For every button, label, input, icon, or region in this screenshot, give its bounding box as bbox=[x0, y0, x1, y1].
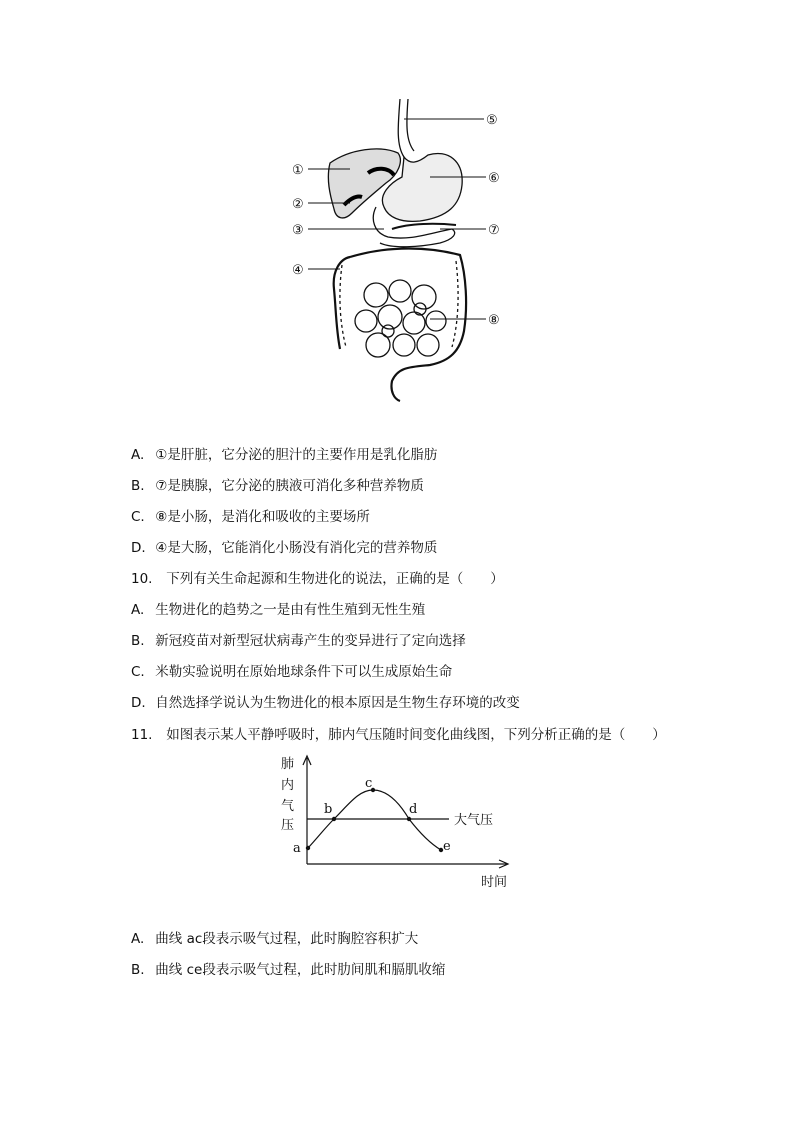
option-key: A. bbox=[131, 602, 145, 618]
option-text: 新冠疫苗对新型冠状病毒产生的变异进行了定向选择 bbox=[155, 633, 466, 649]
point-label-d: d bbox=[409, 802, 418, 817]
label-4: ④ bbox=[292, 263, 304, 278]
q9-option-c[interactable] bbox=[131, 508, 370, 526]
point-label-e: e bbox=[443, 839, 451, 854]
q10-option-c[interactable] bbox=[131, 663, 452, 681]
option-key: C. bbox=[131, 509, 145, 525]
option-text: 米勒实验说明在原始地球条件下可以生成原始生命 bbox=[155, 664, 453, 680]
y-label-char-1: 肺 bbox=[281, 757, 295, 772]
point-b bbox=[332, 817, 336, 821]
label-2: ② bbox=[292, 197, 304, 212]
q10-option-a[interactable] bbox=[131, 601, 425, 619]
option-key: A. bbox=[131, 931, 145, 947]
option-key: B. bbox=[131, 962, 145, 978]
option-key: A. bbox=[131, 447, 145, 463]
label-3: ③ bbox=[292, 223, 304, 238]
pressure-curve bbox=[308, 790, 441, 850]
option-text: ①是肝脏，它分泌的胆汁的主要作用是乳化脂肪 bbox=[155, 447, 438, 463]
option-key: D. bbox=[131, 695, 146, 711]
q9-option-d[interactable] bbox=[131, 539, 437, 557]
esophagus bbox=[398, 99, 414, 157]
digestive-system-figure bbox=[280, 95, 510, 410]
option-text: ⑦是胰腺，它分泌的胰液可消化多种营养物质 bbox=[155, 478, 424, 494]
lung-pressure-graph bbox=[275, 752, 525, 897]
question-number: 10. bbox=[131, 571, 153, 587]
option-text: ④是大肠，它能消化小肠没有消化完的营养物质 bbox=[155, 540, 438, 556]
question-number: 11. bbox=[131, 727, 153, 743]
option-key: C. bbox=[131, 664, 145, 680]
y-label-char-2: 内 bbox=[281, 778, 295, 793]
y-label-char-3: 气 bbox=[281, 799, 295, 814]
option-key: B. bbox=[131, 633, 145, 649]
option-key: B. bbox=[131, 478, 145, 494]
question-text: 如图表示某人平静呼吸时，肺内气压随时间变化曲线图，下列分析正确的是（ ） bbox=[166, 727, 666, 743]
option-text: ⑧是小肠，是消化和吸收的主要场所 bbox=[155, 509, 370, 525]
reference-label: 大气压 bbox=[454, 813, 494, 828]
q10-option-b[interactable] bbox=[131, 632, 466, 650]
q11-option-a[interactable] bbox=[131, 930, 418, 948]
option-text: 曲线 ce段表示吸气过程，此时肋间肌和膈肌收缩 bbox=[155, 962, 446, 978]
point-label-a: a bbox=[293, 841, 301, 856]
point-label-b: b bbox=[324, 802, 333, 817]
question-text: 下列有关生命起源和生物进化的说法，正确的是（ ） bbox=[166, 571, 504, 587]
q9-option-a[interactable] bbox=[131, 446, 437, 464]
y-label-char-4: 压 bbox=[281, 818, 295, 833]
q10-stem bbox=[131, 570, 504, 588]
label-8: ⑧ bbox=[488, 313, 500, 328]
label-1: ① bbox=[292, 163, 304, 178]
q9-option-b[interactable] bbox=[131, 477, 424, 495]
label-6: ⑥ bbox=[488, 171, 500, 186]
label-7: ⑦ bbox=[488, 223, 500, 238]
option-key: D. bbox=[131, 540, 146, 556]
q11-option-b[interactable] bbox=[131, 961, 445, 979]
pancreas bbox=[392, 224, 456, 229]
point-a bbox=[306, 846, 310, 850]
q11-stem bbox=[131, 726, 666, 744]
x-axis-label: 时间 bbox=[481, 875, 508, 890]
option-text: 曲线 ac段表示吸气过程，此时胸腔容积扩大 bbox=[155, 931, 419, 947]
option-text: 自然选择学说认为生物进化的根本原因是生物生存环境的改变 bbox=[155, 695, 520, 711]
point-d bbox=[407, 817, 411, 821]
label-5: ⑤ bbox=[486, 113, 498, 128]
q10-option-d[interactable] bbox=[131, 694, 520, 712]
option-text: 生物进化的趋势之一是由有性生殖到无性生殖 bbox=[155, 602, 426, 618]
point-label-c: c bbox=[365, 776, 373, 791]
